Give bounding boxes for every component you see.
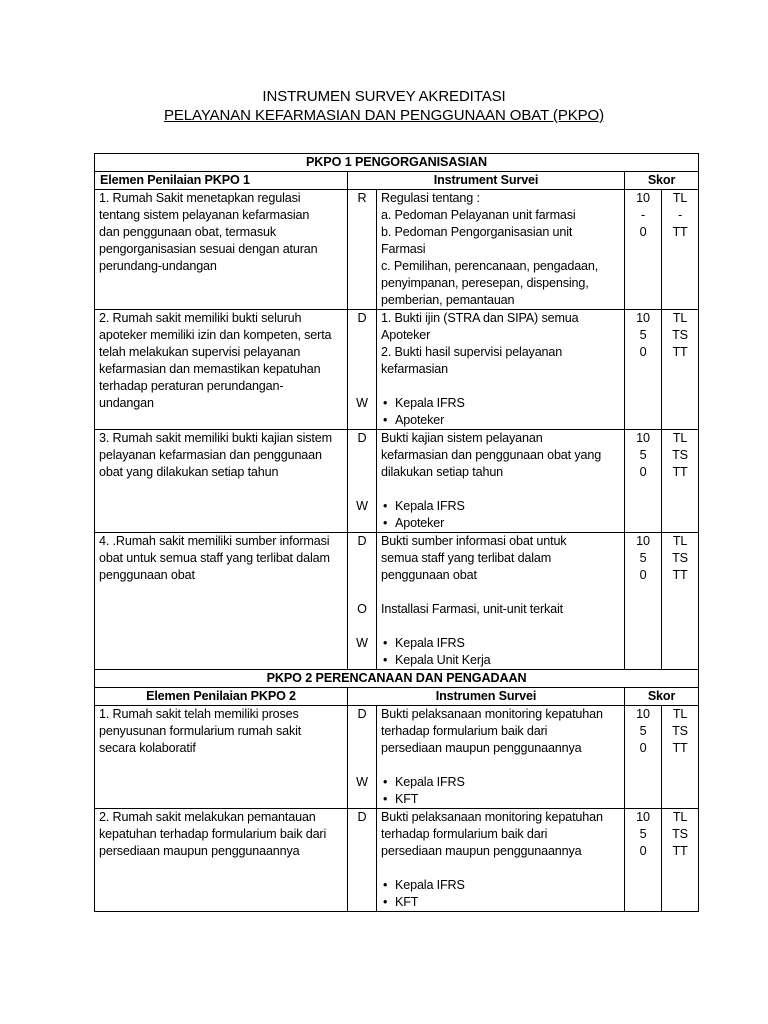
method-code: D [357, 810, 367, 824]
score-value: 10 [636, 191, 650, 205]
spacer [352, 550, 372, 567]
score-value: 5 [639, 328, 647, 342]
score-code: - [678, 208, 683, 222]
method-code: W [356, 396, 368, 410]
spacer [381, 481, 620, 498]
spacer [381, 860, 620, 877]
document-title: INSTRUMEN SURVEY AKREDITASI [262, 88, 506, 105]
method-code-cell [348, 430, 377, 533]
score-codes-cell [662, 310, 699, 430]
score-code: TL [672, 191, 688, 205]
table-row [95, 706, 699, 809]
score-code: TL [672, 311, 688, 325]
score-value: 0 [639, 741, 647, 755]
spacer [381, 618, 620, 635]
score-code: TS [672, 328, 688, 342]
score-codes-cell [662, 190, 699, 310]
table-row [95, 809, 699, 912]
score-values-cell [625, 533, 662, 670]
instrument-text: terhadap formularium baik dari [381, 724, 548, 738]
score-value: 5 [639, 827, 647, 841]
score-code: TT [672, 568, 688, 582]
element-text: 2. Rumah sakit melakukan pemantauan [99, 810, 316, 824]
instrument-text: penyimpanan, peresepan, dispensing, [381, 276, 589, 290]
score-value: 0 [639, 225, 647, 239]
method-code: O [357, 602, 367, 616]
instrument-text: Installasi Farmasi, unit-unit terkait [381, 602, 564, 616]
bullet-item: • Kepala IFRS [381, 877, 620, 894]
instrument-text: a. Pedoman Pelayanan unit farmasi [381, 208, 576, 222]
method-code-cell [348, 310, 377, 430]
bullet-list [381, 395, 620, 429]
instrument-text: Bukti pelaksanaan monitoring kepatuhan [381, 810, 603, 824]
instrument-cell [377, 533, 625, 670]
column-header-instrument: Instrument Survei [348, 172, 625, 190]
spacer [352, 584, 372, 601]
score-code: TT [672, 741, 688, 755]
method-code: W [356, 636, 368, 650]
score-value: 0 [639, 844, 647, 858]
score-value: 10 [636, 810, 650, 824]
instrument-text: terhadap formularium baik dari [381, 827, 548, 841]
instrument-text: penggunaan obat [381, 568, 477, 582]
score-codes-cell [662, 706, 699, 809]
score-codes-cell [662, 533, 699, 670]
spacer [352, 464, 372, 481]
score-code: TS [672, 724, 688, 738]
bullet-list [381, 498, 620, 532]
score-code: TL [672, 534, 688, 548]
score-code: TT [672, 225, 688, 239]
method-code-cell [348, 190, 377, 310]
instrument-cell [377, 706, 625, 809]
element-cell [95, 310, 348, 430]
instrument-text: semua staff yang terlibat dalam [381, 551, 552, 565]
table-row [95, 190, 699, 310]
score-code: TT [672, 844, 688, 858]
method-code-cell [348, 809, 377, 912]
section-heading-row [95, 154, 699, 172]
method-code: W [356, 499, 368, 513]
element-cell [95, 706, 348, 809]
survey-table-body [95, 154, 699, 912]
section-heading-row [95, 670, 699, 688]
element-text: 2. Rumah sakit memiliki bukti seluruh [99, 311, 302, 325]
survey-table [94, 153, 699, 912]
method-code: D [357, 431, 367, 445]
bullet-list [381, 877, 620, 911]
element-text: terhadap peraturan perundangan- [99, 379, 284, 393]
score-code: TS [672, 827, 688, 841]
element-text: penggunaan obat [99, 568, 195, 582]
bullet-item: • Apoteker [381, 412, 620, 429]
score-values-cell [625, 809, 662, 912]
element-text: undangan [99, 396, 154, 410]
spacer [352, 757, 372, 774]
bullet-item: • Kepala IFRS [381, 395, 620, 412]
spacer [352, 481, 372, 498]
column-header-row [95, 688, 699, 706]
instrument-text: c. Pemilihan, perencanaan, pengadaan, [381, 259, 599, 273]
instrument-text: Bukti sumber informasi obat untuk [381, 534, 567, 548]
element-text: dan penggunaan obat, termasuk [99, 225, 276, 239]
instrument-text: Apoteker [381, 328, 431, 342]
element-cell [95, 430, 348, 533]
instrument-text: Bukti pelaksanaan monitoring kepatuhan [381, 707, 603, 721]
element-text: tentang sistem pelayanan kefarmasian [99, 208, 310, 222]
element-text: obat untuk semua staff yang terlibat dalam [99, 551, 330, 565]
instrument-cell [377, 310, 625, 430]
instrument-text: Farmasi [381, 242, 426, 256]
element-text: 1. Rumah Sakit menetapkan regulasi [99, 191, 301, 205]
table-row [95, 430, 699, 533]
score-value: 10 [636, 707, 650, 721]
score-codes-cell [662, 430, 699, 533]
section-heading: PKPO 1 PENGORGANISASIAN [95, 154, 699, 172]
bullet-item: • Kepala IFRS [381, 498, 620, 515]
score-value: - [640, 208, 646, 222]
column-header-element: Elemen Penilaian PKPO 1 [95, 172, 348, 190]
score-value: 5 [639, 724, 647, 738]
bullet-item: • Kepala Unit Kerja [381, 652, 620, 669]
column-header-instrument: Instrumen Survei [348, 688, 625, 706]
method-code-cell [348, 533, 377, 670]
method-code: D [357, 311, 367, 325]
spacer [352, 361, 372, 378]
element-text: pelayanan kefarmasian dan penggunaan [99, 448, 322, 462]
score-codes-cell [662, 809, 699, 912]
element-text: pengorganisasian sesuai dengan aturan [99, 242, 318, 256]
element-text: 1. Rumah sakit telah memiliki proses [99, 707, 299, 721]
element-text: 4. .Rumah sakit memiliki sumber informasi [99, 534, 330, 548]
element-cell [95, 533, 348, 670]
instrument-text: persediaan maupun penggunaannya [381, 741, 582, 755]
element-cell [95, 190, 348, 310]
element-text: kepatuhan terhadap formularium baik dari [99, 827, 327, 841]
score-values-cell [625, 310, 662, 430]
column-header-score: Skor [625, 172, 699, 190]
element-text: telah melakukan supervisi pelayanan [99, 345, 301, 359]
score-values-cell [625, 706, 662, 809]
spacer [352, 447, 372, 464]
score-value: 10 [636, 431, 650, 445]
method-code: R [357, 191, 367, 205]
bullet-list [381, 635, 620, 669]
bullet-list [381, 774, 620, 808]
instrument-text: 2. Bukti hasil supervisi pelayanan [381, 345, 563, 359]
element-text: apoteker memiliki izin dan kompeten, serta [99, 328, 332, 342]
instrument-cell [377, 809, 625, 912]
instrument-text: kefarmasian [381, 362, 448, 376]
instrument-text: Regulasi tentang : [381, 191, 480, 205]
instrument-text: kefarmasian dan penggunaan obat yang [381, 448, 602, 462]
bullet-item: • KFT [381, 791, 620, 808]
spacer [352, 378, 372, 395]
column-header-element: Elemen Penilaian PKPO 2 [95, 688, 348, 706]
score-value: 0 [639, 345, 647, 359]
table-row [95, 310, 699, 430]
bullet-item: • Kepala IFRS [381, 774, 620, 791]
spacer [381, 757, 620, 774]
score-code: TT [672, 345, 688, 359]
bullet-item: • KFT [381, 894, 620, 911]
section-heading: PKPO 2 PERENCANAAN DAN PENGADAAN [95, 670, 699, 688]
score-code: TL [672, 707, 688, 721]
spacer [381, 584, 620, 601]
score-value: 0 [639, 465, 647, 479]
score-value: 10 [636, 311, 650, 325]
column-header-row [95, 172, 699, 190]
spacer [352, 723, 372, 740]
instrument-text: persediaan maupun penggunaannya [381, 844, 582, 858]
instrument-text: 1. Bukti ijin (STRA dan SIPA) semua [381, 311, 579, 325]
score-code: TT [672, 465, 688, 479]
method-code: W [356, 775, 368, 789]
spacer [352, 327, 372, 344]
score-values-cell [625, 190, 662, 310]
score-value: 0 [639, 568, 647, 582]
method-code-cell [348, 706, 377, 809]
score-value: 5 [639, 448, 647, 462]
bullet-item: • Apoteker [381, 515, 620, 532]
element-text: obat yang dilakukan setiap tahun [99, 465, 279, 479]
element-cell [95, 809, 348, 912]
score-code: TS [672, 551, 688, 565]
instrument-text: Bukti kajian sistem pelayanan [381, 431, 543, 445]
score-value: 5 [639, 551, 647, 565]
score-code: TS [672, 448, 688, 462]
score-code: TL [672, 431, 688, 445]
score-code: TL [672, 810, 688, 824]
instrument-cell [377, 190, 625, 310]
element-text: 3. Rumah sakit memiliki bukti kajian sistem [99, 431, 332, 445]
instrument-cell [377, 430, 625, 533]
spacer [352, 618, 372, 635]
table-row [95, 533, 699, 670]
method-code: D [357, 707, 367, 721]
element-text: persediaan maupun penggunaannya [99, 844, 300, 858]
element-text: penyusunan formularium rumah sakit [99, 724, 302, 738]
element-text: kefarmasian dan memastikan kepatuhan [99, 362, 321, 376]
document-subtitle: PELAYANAN KEFARMASIAN DAN PENGGUNAAN OBAT (PKPO) [163, 107, 605, 124]
instrument-text: pemberian, pemantauan [381, 293, 515, 307]
element-text: secara kolaboratif [99, 741, 196, 755]
instrument-text: b. Pedoman Pengorganisasian unit [381, 225, 573, 239]
element-text: perundang-undangan [99, 259, 217, 273]
score-value: 10 [636, 534, 650, 548]
spacer [352, 567, 372, 584]
score-values-cell [625, 430, 662, 533]
column-header-score: Skor [625, 688, 699, 706]
instrument-text: dilakukan setiap tahun [381, 465, 504, 479]
spacer [352, 740, 372, 757]
spacer [381, 378, 620, 395]
spacer [352, 344, 372, 361]
bullet-item: • Kepala IFRS [381, 635, 620, 652]
method-code: D [357, 534, 367, 548]
